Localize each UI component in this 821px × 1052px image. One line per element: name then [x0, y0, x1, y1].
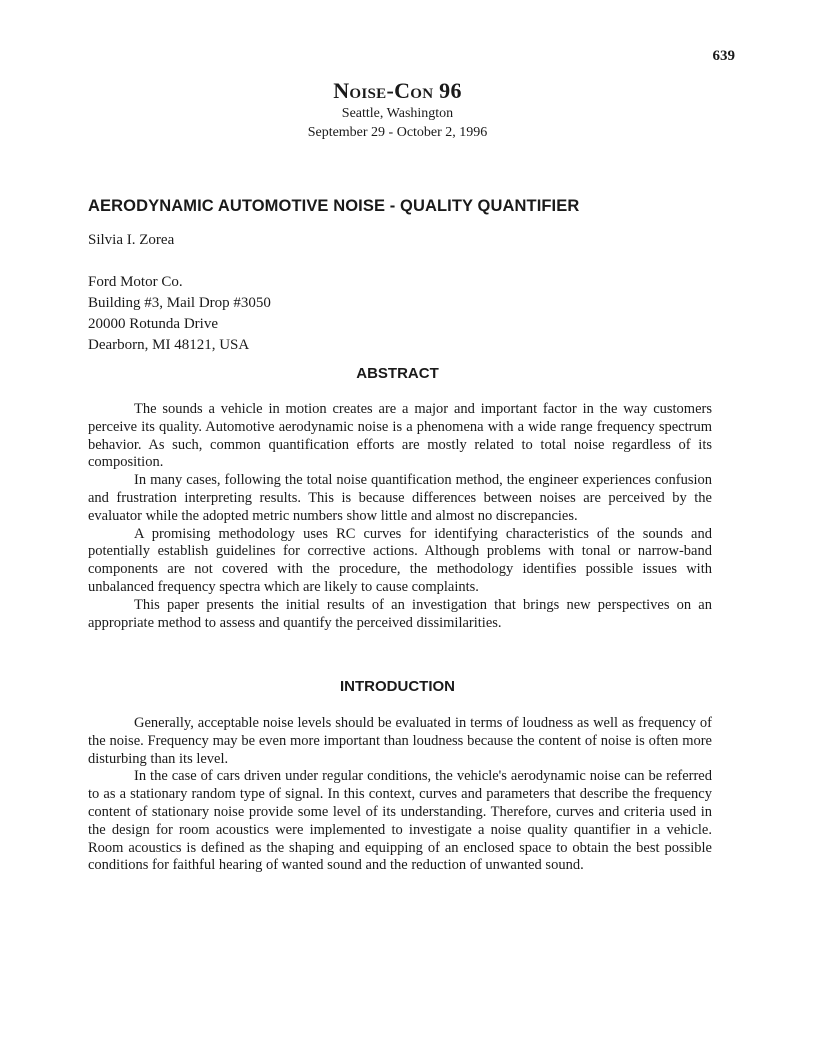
paper-title: AERODYNAMIC AUTOMOTIVE NOISE - QUALITY QUANTIFIER: [88, 197, 580, 215]
conference-name: Noise-Con 96: [333, 78, 462, 103]
introduction-paragraph: In the case of cars driven under regular conditions, the vehicle's aerodynamic noise can be referred to as a stationary random type of signal. In this context, curves and parameters that describe the frequency content of stationary noise provide some level of its understanding. Therefore, curves and criteria used in the design for room acoustics were implemented to investigate a noise quality quantifier in a vehicle. Room acoustics is defined as the shaping and equipping of an enclosed space to obtain the best possible conditions for faithful hearing of wanted sound and the reduction of unwanted sound.: [88, 768, 712, 874]
affiliation-line: Ford Motor Co.: [88, 274, 183, 290]
abstract-paragraph: In many cases, following the total noise quantification method, the engineer experiences confusion and frustration interpreting results. This is because differences between noises are perceived by the evaluator while the adopted metric numbers show little and almost no discrepancies.: [88, 472, 712, 524]
conference-dates: September 29 - October 2, 1996: [307, 125, 488, 140]
author-affiliation: [88, 272, 271, 356]
abstract-heading: ABSTRACT: [356, 365, 439, 382]
introduction-heading: INTRODUCTION: [340, 678, 455, 695]
abstract-paragraph: A promising methodology uses RC curves for identifying characteristics of the sounds and potentially establish guidelines for corrective actions. Although problems with tonal or narrow-band components are not covered with the procedure, the methodology identifies possible issues with unbalanced frequency spectra which are likely to cause complaints.: [88, 525, 712, 595]
page-number: 639: [712, 48, 735, 64]
conference-location: Seattle, Washington: [341, 106, 454, 121]
abstract-paragraph: The sounds a vehicle in motion creates are a major and important factor in the way customers perceive its quality. Automotive aerodynamic noise is a phenomena with a wide range frequency spectrum behavior. As such, common quantification efforts are mostly related to total noise regardless of its composition.: [88, 401, 712, 471]
affiliation-line: Building #3, Mail Drop #3050: [88, 295, 271, 311]
introduction-paragraph: Generally, acceptable noise levels should be evaluated in terms of loudness as well as frequency of the noise. Frequency may be even more important than loudness because the content of noise is often more disturbing than its level.: [88, 715, 712, 767]
affiliation-line: 20000 Rotunda Drive: [88, 316, 218, 332]
abstract-body: [88, 401, 712, 632]
author-name: Silvia I. Zorea: [88, 232, 175, 248]
affiliation-line: Dearborn, MI 48121, USA: [88, 337, 250, 353]
conference-header: [0, 78, 795, 142]
abstract-paragraph: This paper presents the initial results of an investigation that brings new perspectives on an appropriate method to assess and quantify the perceived dissimilarities.: [88, 596, 712, 631]
introduction-body: [88, 715, 712, 875]
